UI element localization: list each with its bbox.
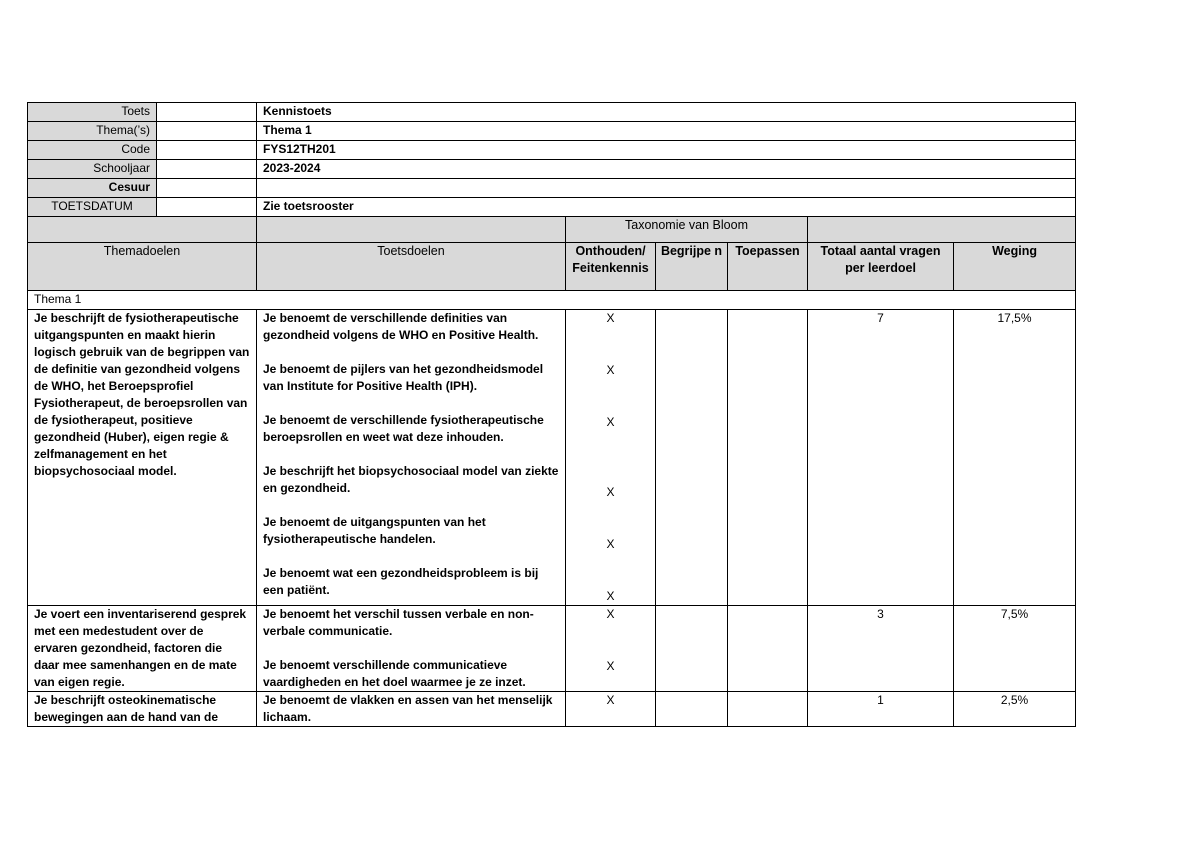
weging-header: Weging <box>954 243 1076 291</box>
cesuur-label: Cesuur <box>28 179 157 198</box>
toetsdoel-item: Je benoemt de verschillende definities van gezondheid volgens de WHO en Positive Health. <box>263 311 539 342</box>
table-row <box>28 692 1076 727</box>
themadoelen-header: Themadoelen <box>28 243 257 291</box>
code-value: FYS12TH201 <box>257 141 1076 160</box>
begrijpen-header: Begrijpe n <box>656 243 728 291</box>
weging-cell: 17,5% <box>954 310 1076 606</box>
toetsdoel-item: Je benoemt wat een gezondheidsprobleem is bij een patiënt. <box>263 566 539 597</box>
toetsdoelen-cell <box>257 606 566 692</box>
toets-label: Toets <box>28 103 157 122</box>
check-mark: X <box>606 607 615 621</box>
toetsdatum-value: Zie toetsrooster <box>257 198 1076 217</box>
meta-row-toets <box>28 103 1076 122</box>
toetsdoelen-cell <box>257 310 566 606</box>
toetsdoel-item: Je benoemt de uitgangspunten van het fysiotherapeutische handelen. <box>263 515 486 546</box>
section-row <box>28 291 1076 310</box>
toetsmatrijs-table <box>27 102 1076 727</box>
toetsdoel-item: Je benoemt verschillende communicatieve vaardigheden en het doel waarmee je ze inzet. <box>263 658 526 689</box>
check-mark: X <box>606 693 615 707</box>
toepassen-header: Toepassen <box>728 243 808 291</box>
meta-row-cesuur <box>28 179 1076 198</box>
meta-row-toetsdatum <box>28 198 1076 217</box>
code-label: Code <box>28 141 157 160</box>
toetsdoelen-cell <box>257 692 566 727</box>
toetsdoel-item: Je benoemt het verschil tussen verbale en non-verbale communicatie. <box>263 607 534 638</box>
totaal-cell: 3 <box>808 606 954 692</box>
schooljaar-label: Schooljaar <box>28 160 157 179</box>
themadoel-cell: Je beschrijft osteokinematische bewegingen aan de hand van de <box>28 692 257 727</box>
cesuur-value <box>257 179 1076 198</box>
thema-label: Thema(’s) <box>28 122 157 141</box>
bloom-header-row <box>28 217 1076 243</box>
totaal-cell: 7 <box>808 310 954 606</box>
table-row <box>28 310 1076 606</box>
check-mark: X <box>606 589 615 603</box>
bloom-header: Taxonomie van Bloom <box>566 217 808 243</box>
check-mark: X <box>606 415 615 429</box>
themadoel-cell: Je beschrijft de fysiotherapeutische uitgangspunten en maakt hierin logisch gebruik van de begrippen van de definitie van gezondheid volgens de WHO, het Beroepsprofiel Fysiotherapeut, de beroepsrollen van de fysiotherapeut, positieve gezondheid (Huber), eigen regie & zelfmanagement en het biopsychosociaal model. <box>28 310 257 606</box>
section-label: Thema 1 <box>28 291 1076 310</box>
onthouden-cell <box>566 310 656 606</box>
check-mark: X <box>606 537 615 551</box>
check-mark: X <box>606 659 615 673</box>
table-row <box>28 606 1076 692</box>
totaal-header: Totaal aantal vragen per leerdoel <box>808 243 954 291</box>
toetsdoel-item: Je benoemt de pijlers van het gezondheidsmodel van Institute for Positive Health (IPH). <box>263 362 544 393</box>
toetsdatum-label: TOETSDATUM <box>28 198 157 217</box>
thema-value: Thema 1 <box>257 122 1076 141</box>
meta-row-schooljaar <box>28 160 1076 179</box>
toets-value: Kennistoets <box>257 103 1076 122</box>
check-mark: X <box>606 363 615 377</box>
check-mark: X <box>606 485 615 499</box>
meta-row-thema <box>28 122 1076 141</box>
toetsdoelen-header: Toetsdoelen <box>257 243 566 291</box>
column-header-row <box>28 243 1076 291</box>
onthouden-header: Onthouden/ Feitenkennis <box>566 243 656 291</box>
toetsdoel-item: Je benoemt de verschillende fysiotherapeutische beroepsrollen en weet wat deze inhouden. <box>263 413 544 444</box>
themadoel-cell: Je voert een inventariserend gesprek met een medestudent over de ervaren gezondheid, factoren die daar mee samenhangen en de mate van eigen regie. <box>28 606 257 692</box>
onthouden-cell <box>566 606 656 692</box>
totaal-cell: 1 <box>808 692 954 727</box>
schooljaar-value: 2023-2024 <box>257 160 1076 179</box>
weging-cell: 7,5% <box>954 606 1076 692</box>
check-mark: X <box>606 311 615 325</box>
weging-cell: 2,5% <box>954 692 1076 727</box>
meta-row-code <box>28 141 1076 160</box>
toetsdoel-item: Je benoemt de vlakken en assen van het menselijk lichaam. <box>263 693 553 724</box>
toetsdoel-item: Je beschrijft het biopsychosociaal model van ziekte en gezondheid. <box>263 464 559 495</box>
onthouden-cell <box>566 692 656 727</box>
